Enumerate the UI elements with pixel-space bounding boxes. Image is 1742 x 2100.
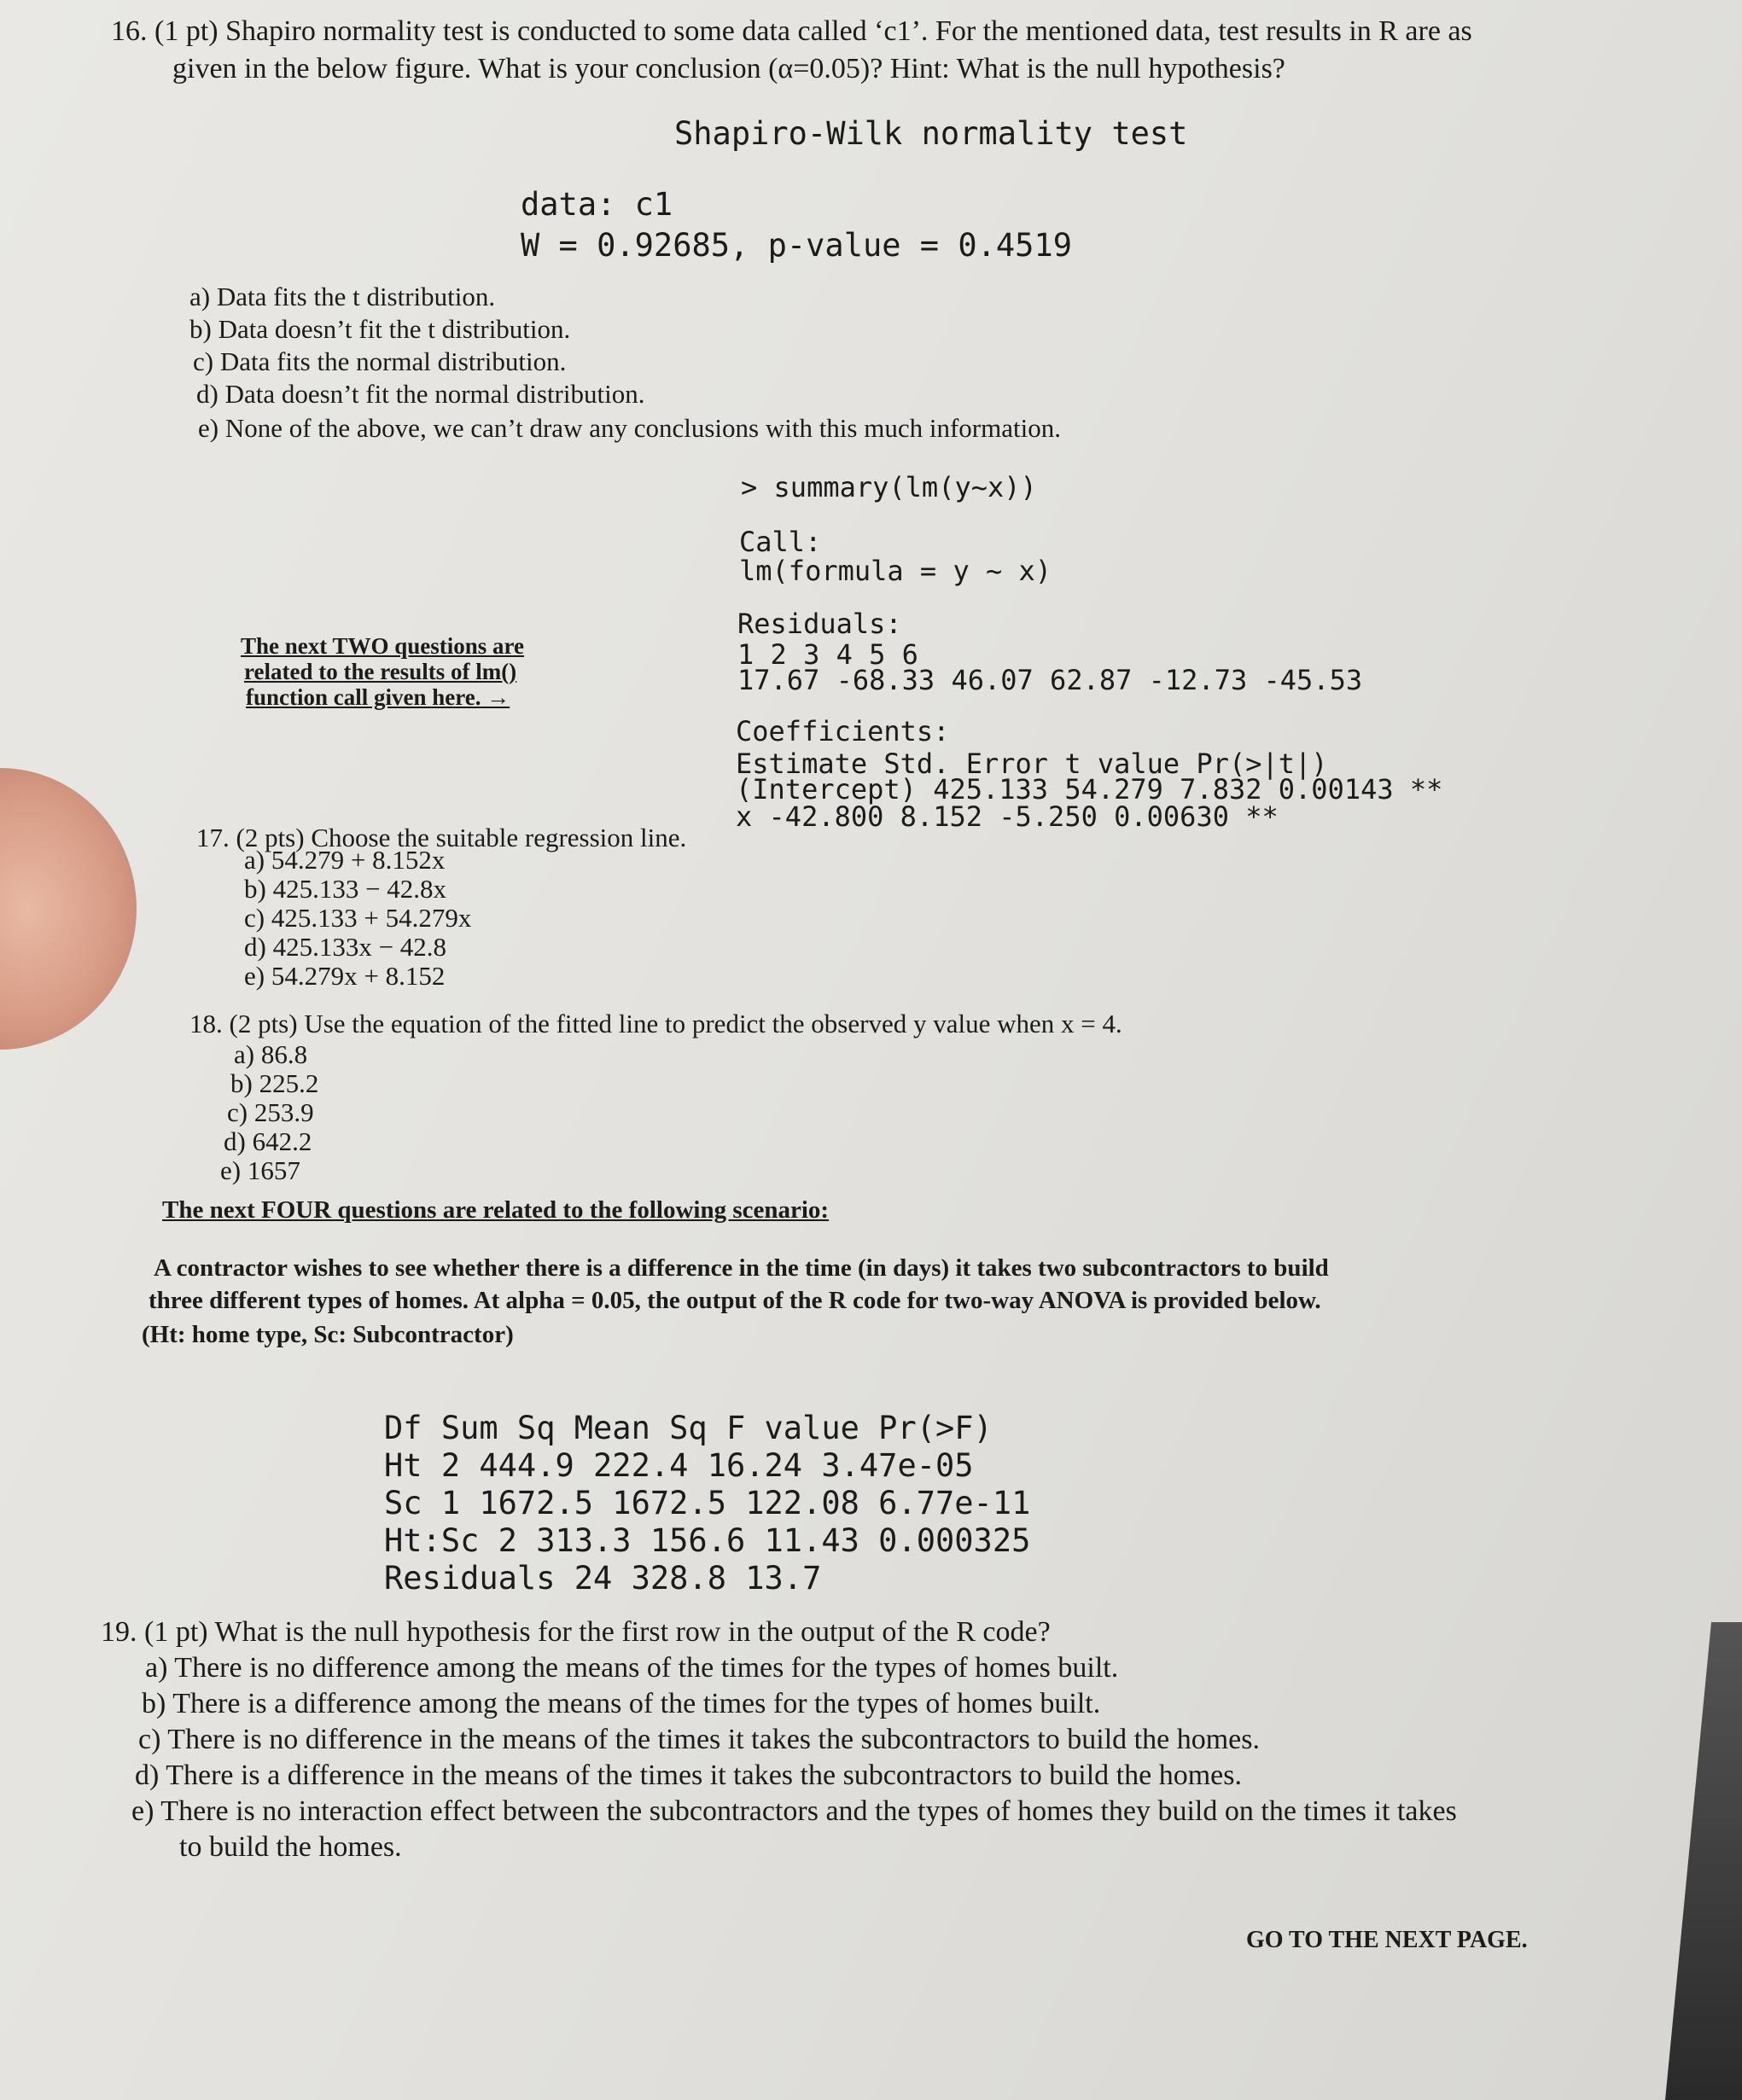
q18-option-b: b) 225.2 bbox=[230, 1068, 319, 1098]
q16-option-d: d) Data doesn’t fit the normal distribution. bbox=[196, 379, 645, 409]
lm-call-label: Call: bbox=[739, 526, 822, 558]
q17-option-b: b) 425.133 − 42.8x bbox=[244, 874, 447, 904]
lm-residuals-label: Residuals: bbox=[737, 608, 902, 640]
side-note-line2: related to the results of lm() bbox=[244, 659, 517, 684]
lm-residual-values: 17.67 -68.33 46.07 62.87 -12.73 -45.53 bbox=[737, 664, 1363, 696]
q16-stem-line1: 16. (1 pt) Shapiro normality test is conducted to some data called ‘c1’. For the mentioned data, test results in R are as bbox=[111, 15, 1472, 47]
q16-option-b: b) Data doesn’t fit the t distribution. bbox=[189, 314, 571, 344]
anova-row-residuals: Residuals 24 328.8 13.7 bbox=[384, 1560, 822, 1597]
shapiro-data-line: data: c1 bbox=[521, 186, 673, 223]
q18-option-d: d) 642.2 bbox=[224, 1126, 312, 1156]
shapiro-title: Shapiro-Wilk normality test bbox=[674, 115, 1188, 152]
q18-stem: 18. (2 pts) Use the equation of the fitted line to predict the observed y value when x = 4. bbox=[189, 1009, 1122, 1038]
q19-option-c: c) There is no difference in the means of the times it takes the subcontractors to build the homes. bbox=[138, 1724, 1260, 1755]
lm-coef-intercept-row: (Intercept) 425.133 54.279 7.832 0.00143 ** bbox=[736, 773, 1443, 806]
q18-option-e: e) 1657 bbox=[220, 1155, 300, 1185]
q17-option-d: d) 425.133x − 42.8 bbox=[244, 932, 447, 962]
q19-stem: 19. (1 pt) What is the null hypothesis for the first row in the output of the R code? bbox=[101, 1616, 1051, 1648]
q16-stem-line2: given in the below figure. What is your conclusion (α=0.05)? Hint: What is the null hypothesis? bbox=[172, 53, 1285, 84]
lm-residual-index: 1 2 3 4 5 6 bbox=[737, 638, 918, 671]
shapiro-stats-line: W = 0.92685, p-value = 0.4519 bbox=[521, 227, 1073, 264]
lm-coef-x-row: x -42.800 8.152 -5.250 0.00630 ** bbox=[736, 800, 1279, 833]
q16-option-a: a) Data fits the t distribution. bbox=[189, 282, 496, 311]
scenario-line3: (Ht: home type, Sc: Subcontractor) bbox=[142, 1321, 514, 1348]
go-to-next-page: GO TO THE NEXT PAGE. bbox=[1246, 1927, 1528, 1953]
q17-option-e: e) 54.279x + 8.152 bbox=[244, 961, 446, 991]
lm-command: > summary(lm(y~x)) bbox=[741, 471, 1037, 503]
scenario-line2: three different types of homes. At alpha = 0.05, the output of the R code for two-way ANOVA is provided below. bbox=[149, 1287, 1321, 1314]
side-note-line1: The next TWO questions are bbox=[241, 633, 525, 659]
q18-option-a: a) 86.8 bbox=[234, 1039, 308, 1069]
anova-row-ht-sc: Ht:Sc 2 313.3 156.6 11.43 0.000325 bbox=[384, 1522, 1031, 1559]
lm-call-formula: lm(formula = y ~ x) bbox=[739, 555, 1052, 587]
anova-row-ht: Ht 2 444.9 222.4 16.24 3.47e-05 bbox=[384, 1447, 974, 1484]
q19-option-d: d) There is a difference in the means of the times it takes the subcontractors to build the homes. bbox=[135, 1760, 1242, 1791]
q18-option-c: c) 253.9 bbox=[227, 1097, 314, 1127]
q19-option-a: a) There is no difference among the means of the times for the types of homes built. bbox=[145, 1652, 1119, 1684]
q17-option-a: a) 54.279 + 8.152x bbox=[244, 845, 446, 875]
q16-option-c: c) Data fits the normal distribution. bbox=[193, 346, 567, 376]
q19-option-b: b) There is a difference among the means of the times for the types of homes built. bbox=[142, 1688, 1101, 1719]
q19-option-e: e) There is no interaction effect between the subcontractors and the types of homes they build on the times it takes bbox=[131, 1795, 1457, 1827]
side-note-line3: function call given here. → bbox=[246, 684, 510, 710]
anova-header: Df Sum Sq Mean Sq F value Pr(>F) bbox=[384, 1410, 993, 1446]
lm-coef-header: Estimate Std. Error t value Pr(>|t|) bbox=[736, 748, 1328, 780]
scenario-heading: The next FOUR questions are related to the following scenario: bbox=[162, 1196, 830, 1224]
anova-row-sc: Sc 1 1672.5 1672.5 122.08 6.77e-11 bbox=[384, 1485, 1031, 1521]
q19-option-e-continued: to build the homes. bbox=[179, 1831, 402, 1863]
q17-stem: 17. (2 pts) Choose the suitable regression line. bbox=[196, 823, 687, 852]
scenario-line1: A contractor wishes to see whether there is a difference in the time (in days) it takes two subcontractors to build bbox=[154, 1254, 1329, 1282]
lm-coef-label: Coefficients: bbox=[736, 715, 950, 748]
q17-option-c: c) 425.133 + 54.279x bbox=[244, 903, 472, 933]
q16-option-e: e) None of the above, we can’t draw any conclusions with this much information. bbox=[198, 413, 1061, 443]
